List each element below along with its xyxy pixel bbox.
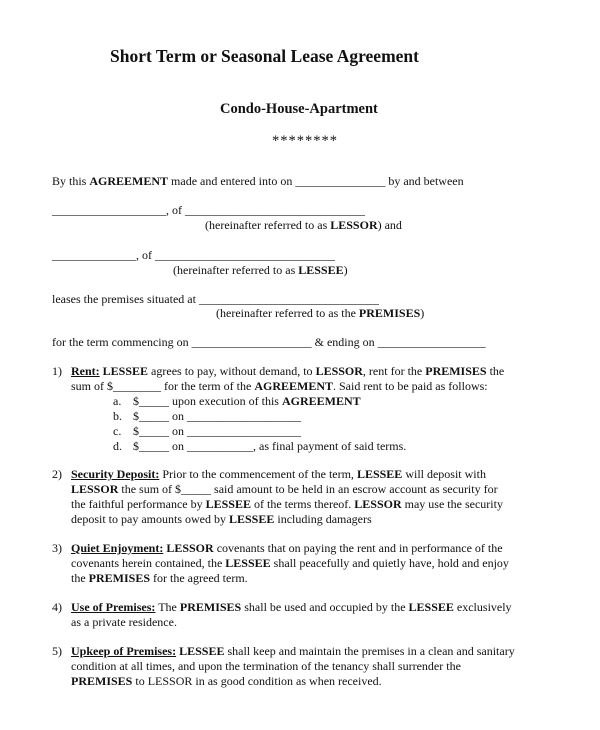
clause-security-line-2: LESSOR the sum of $_____ said amount to be held in an escrow account as security for <box>71 482 498 496</box>
premises-line: leases the premises situated at ______________________________ <box>52 292 379 306</box>
clause-rent-line-1: Rent: LESSEE agrees to pay, without demand, to LESSOR, rent for the PREMISES the <box>71 364 505 378</box>
clause-number: 4) <box>52 600 62 614</box>
payment-item: $_____ on ___________________ <box>133 409 301 423</box>
clause-rent-line-2: sum of $________ for the term of the AGREEMENT. Said rent to be paid as follows: <box>71 379 488 393</box>
clause-heading: Upkeep of Premises: <box>71 644 177 658</box>
lessee-blank-line: ______________, of ______________________________ <box>52 248 335 262</box>
clause-upkeep-line-1: Upkeep of Premises: LESSEE shall keep and maintain the premises in a clean and sanitary <box>71 644 515 658</box>
payment-item: $_____ on ___________, as final payment of said terms. <box>133 439 407 453</box>
clause-upkeep-line-2: condition at all times, and upon the termination of the tenancy shall surrender the <box>71 659 461 673</box>
lessee-reference: (hereinafter referred to as LESSEE) <box>173 263 348 277</box>
clause-heading: Quiet Enjoyment: <box>71 541 164 555</box>
clause-upkeep-line-3: PREMISES to LESSOR in as good condition as when received. <box>71 674 382 688</box>
clause-security-line-3: the faithful performance by LESSEE of the terms thereof. LESSOR may use the security <box>71 497 503 511</box>
clause-number: 2) <box>52 467 62 481</box>
clause-number: 5) <box>52 644 62 658</box>
lessor-reference: (hereinafter referred to as LESSOR) and <box>205 218 402 232</box>
clause-quiet-line-3: the PREMISES for the agreed term. <box>71 571 248 585</box>
clause-number: 1) <box>52 364 62 378</box>
clause-quiet-line-2: covenants herein contained, the LESSEE shall peacefully and quietly have, hold and enjoy <box>71 556 509 570</box>
clause-security-line-1: Security Deposit: Prior to the commencement of the term, LESSEE will deposit with <box>71 467 486 481</box>
document-subtitle: Condo-House-Apartment <box>220 101 378 117</box>
clause-heading: Rent: <box>71 364 100 378</box>
payment-item-letter: b. <box>113 409 122 423</box>
lessor-blank-line: ___________________, of ______________________________ <box>52 203 365 217</box>
separator-stars: ******** <box>272 133 338 149</box>
clause-security-line-4: deposit to pay amounts owed by LESSEE including damagers <box>71 512 372 526</box>
payment-item-letter: c. <box>113 424 122 438</box>
term-line: for the term commencing on ____________________ & ending on __________________ <box>52 335 486 349</box>
clause-use-line-1: Use of Premises: The PREMISES shall be used and occupied by the LESSEE exclusively <box>71 600 512 614</box>
clause-use-line-2: as a private residence. <box>71 615 177 629</box>
clause-heading: Security Deposit: <box>71 467 160 481</box>
payment-item: $_____ on ___________________ <box>133 424 301 438</box>
clause-quiet-line-1: Quiet Enjoyment: LESSOR covenants that on paying the rent and in performance of the <box>71 541 503 555</box>
payment-item-letter: d. <box>113 439 122 453</box>
premises-reference: (hereinafter referred to as the PREMISES) <box>216 306 425 320</box>
document-title: Short Term or Seasonal Lease Agreement <box>110 46 419 66</box>
clause-number: 3) <box>52 541 62 555</box>
payment-item: $_____ upon execution of this AGREEMENT <box>133 394 361 408</box>
clause-heading: Use of Premises: <box>71 600 156 614</box>
intro-line: By this AGREEMENT made and entered into on _______________ by and between <box>52 174 464 188</box>
payment-item-letter: a. <box>113 394 122 408</box>
